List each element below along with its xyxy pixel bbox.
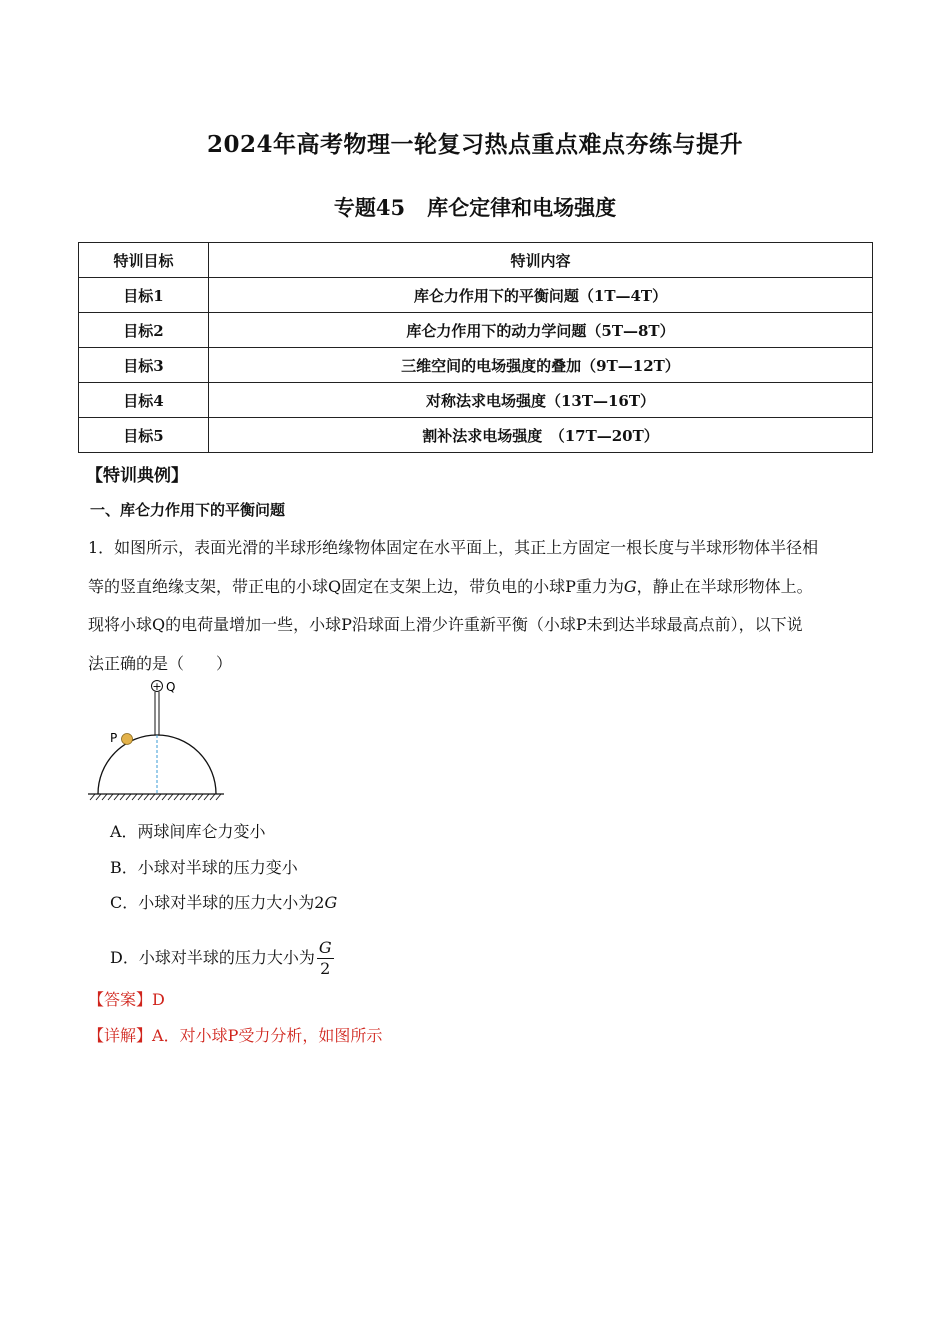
hemisphere-diagram bbox=[86, 676, 228, 804]
content-cell: 对称法求电场强度（13T—16T） bbox=[209, 383, 873, 418]
option-a: A．两球间库仑力变小 bbox=[110, 822, 266, 841]
goal-cell: 目标5 bbox=[79, 418, 209, 453]
option-c-var: G bbox=[324, 893, 338, 912]
document-title: 2024年高考物理一轮复习热点重点难点夯练与提升 bbox=[206, 131, 743, 158]
answer-label: 【答案】 bbox=[88, 990, 153, 1009]
label-q: Q bbox=[166, 680, 176, 694]
label-p: P bbox=[110, 731, 118, 745]
answer-line bbox=[88, 987, 165, 1010]
topic-name: 库仑定律和电场强度 bbox=[427, 195, 617, 220]
section-heading: 【特训典例】 bbox=[86, 466, 188, 486]
fraction-numerator: G bbox=[318, 938, 332, 957]
goal-cell: 目标4 bbox=[79, 383, 209, 418]
training-targets-table bbox=[78, 242, 873, 453]
content-cell: 割补法求电场强度 （17T—20T） bbox=[209, 418, 873, 453]
detail-label: 【详解】 bbox=[88, 1026, 153, 1045]
question-line: 法正确的是（ ） bbox=[88, 653, 233, 673]
topic-number: 专题45 bbox=[333, 195, 406, 220]
question-line: 现将小球Q的电荷量增加一些，小球P沿球面上滑少许重新平衡（小球P未到达半球最高点前），以下说 bbox=[88, 615, 803, 634]
ball-p bbox=[122, 734, 133, 745]
table-header-row bbox=[79, 243, 873, 278]
question-line: 1．如图所示，表面光滑的半球形绝缘物体固定在水平面上，其正上方固定一根长度与半球形物体半径相 bbox=[88, 538, 819, 557]
table-row bbox=[79, 313, 873, 348]
fraction bbox=[317, 938, 334, 979]
question-text: 等的竖直绝缘支架，带正电的小球Q固定在支架上边，带负电的小球P重力为 bbox=[88, 576, 624, 596]
table-row bbox=[79, 278, 873, 313]
content-cell: 库仑力作用下的动力学问题（5T—8T） bbox=[209, 313, 873, 348]
gravity-symbol: G bbox=[623, 576, 637, 596]
table-row bbox=[79, 383, 873, 418]
option-b: B．小球对半球的压力变小 bbox=[110, 858, 298, 877]
option-c-coef: 2 bbox=[314, 893, 325, 912]
ground-hatching bbox=[90, 794, 221, 800]
content-cell: 三维空间的电场强度的叠加（9T—12T） bbox=[209, 348, 873, 383]
topic-subtitle bbox=[0, 192, 950, 222]
table-row bbox=[79, 348, 873, 383]
detail-line bbox=[88, 1023, 382, 1046]
question-line bbox=[88, 568, 868, 607]
option-d bbox=[110, 938, 334, 979]
fraction-denominator: 2 bbox=[320, 959, 331, 978]
detail-text: A．对小球P受力分析，如图所示 bbox=[152, 1026, 383, 1045]
option-c bbox=[110, 890, 337, 913]
option-c-text: C．小球对半球的压力大小为 bbox=[110, 893, 315, 912]
goal-cell: 目标2 bbox=[79, 313, 209, 348]
option-d-text: D．小球对半球的压力大小为 bbox=[110, 948, 315, 967]
goal-cell: 目标1 bbox=[79, 278, 209, 313]
header-goal: 特训目标 bbox=[79, 243, 209, 278]
content-cell: 库仑力作用下的平衡问题（1T—4T） bbox=[209, 278, 873, 313]
table-row bbox=[79, 418, 873, 453]
question-text: ，静止在半球形物体上。 bbox=[636, 576, 813, 596]
answer-value: D bbox=[152, 990, 165, 1009]
goal-cell: 目标3 bbox=[79, 348, 209, 383]
plus-sign: + bbox=[152, 680, 162, 693]
section-one-title: 一、库仑力作用下的平衡问题 bbox=[90, 501, 286, 519]
header-content: 特训内容 bbox=[209, 243, 873, 278]
question-1 bbox=[88, 529, 868, 683]
